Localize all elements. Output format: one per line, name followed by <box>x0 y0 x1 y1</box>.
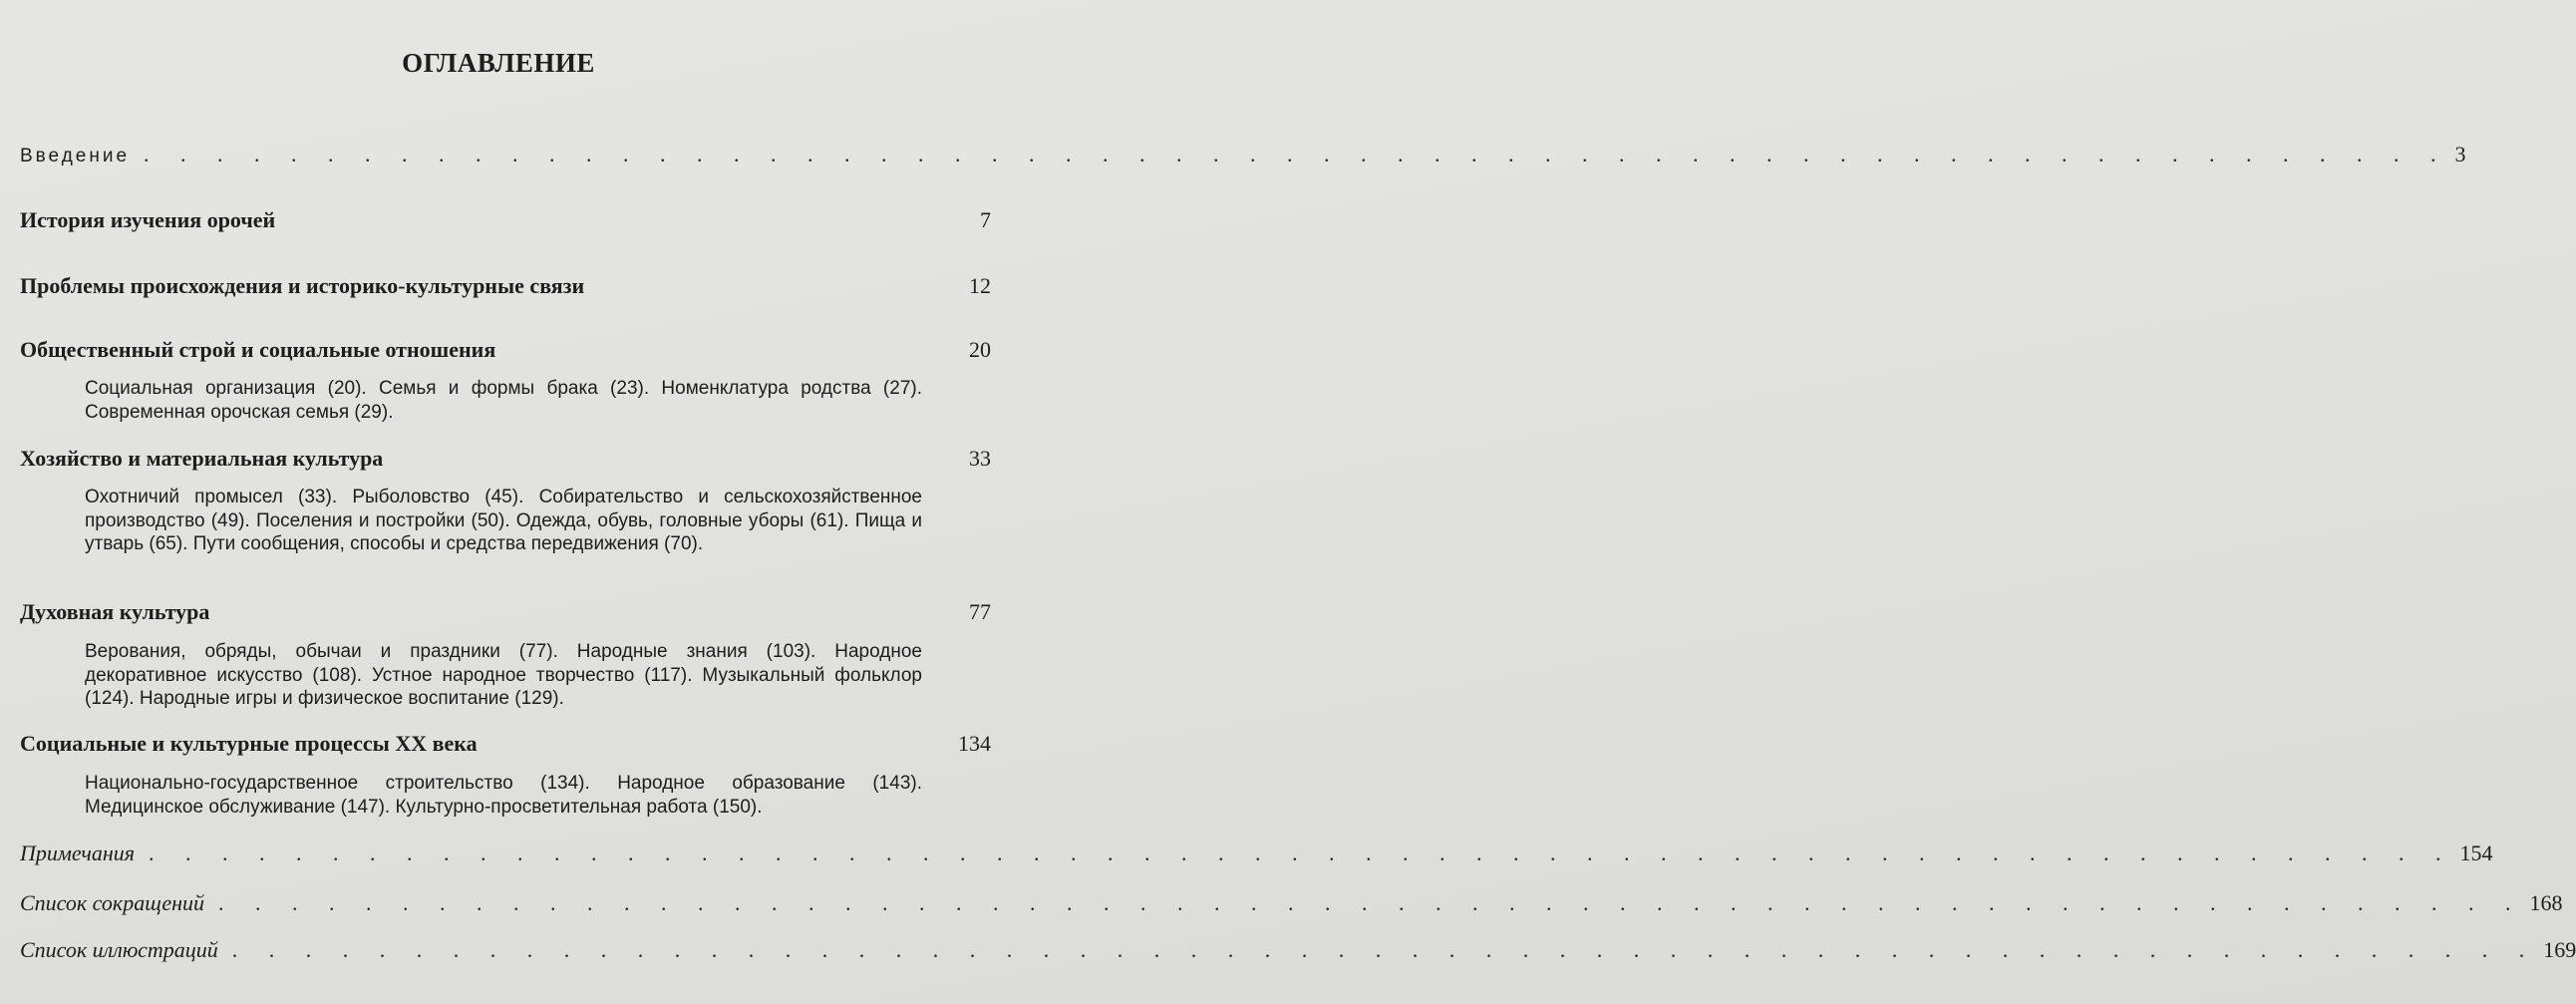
entry-label: Список сокращений <box>20 890 205 915</box>
page-number: 33 <box>969 446 991 471</box>
entry-label: История изучения орочей <box>20 207 276 232</box>
toc-entry-abbreviations[interactable] <box>20 890 2563 916</box>
page-number: 77 <box>969 599 991 624</box>
leader-dots: . . . . . . . . . . . . . . . . . . . . . . . . . . . . . . . . . . . . . . . . . . . . . . . . . . . . . . . . . . . . . . . <box>218 890 2524 915</box>
toc-subentries-spiritual-culture: Верования, обряды, обычаи и праздники (77). Народные знания (103). Народное декоративное искусство (108). Устное народное творчество (117). Музыкальный фольклор (124). Народные игры и физическое воспитание (129). <box>85 641 922 709</box>
page-number: 12 <box>969 273 991 298</box>
entry-label: Хозяйство и материальная культура <box>20 446 384 471</box>
page-number: 7 <box>980 207 991 232</box>
leader-dots: . . . . . . . . . . . . . . . . . . . . . . . . . . . . . . . . . . . . . . . . . . . . . . . . . . . . . . . . . . . . . . . <box>144 142 2449 167</box>
toc-entry-social-structure[interactable] <box>20 337 991 363</box>
toc-entry-economy[interactable] <box>20 446 991 472</box>
entry-label: Общественный строй и социальные отношения <box>20 337 496 362</box>
leader-dots: . . . . . . . . . . . . . . . . . . . . . . . . . . . . . . . . . . . . . . . . . . . . . . . . . . . . . . . . . . . . . . . <box>149 840 2454 865</box>
entry-label: Духовная культура <box>20 599 210 624</box>
toc-entry-history[interactable] <box>20 207 991 233</box>
page-number: 154 <box>2459 840 2493 865</box>
toc-entry-20th-century[interactable] <box>20 731 991 757</box>
entry-label: Проблемы происхождения и историко-культурные связи <box>20 273 585 298</box>
page-number: 134 <box>958 731 991 756</box>
toc-entry-introduction[interactable] <box>20 142 2466 167</box>
entry-label: Примечания <box>20 840 136 865</box>
toc-title: ОГЛАВЛЕНИЕ <box>402 48 595 78</box>
page-number: 168 <box>2529 890 2563 915</box>
toc-entry-origins[interactable] <box>20 273 991 299</box>
page-number: 3 <box>2454 142 2466 167</box>
toc-entry-illustrations[interactable] <box>20 937 2576 963</box>
entry-label: Введение <box>20 146 131 167</box>
toc-entry-spiritual-culture[interactable] <box>20 599 991 625</box>
entry-label: Список иллюстраций <box>20 937 218 962</box>
toc-subentries-social-structure: Социальная организация (20). Семья и формы брака (23). Номенклатура родства (27). Современная орочская семья (29). <box>85 378 922 423</box>
entry-label: Социальные и культурные процессы XX века <box>20 731 478 756</box>
toc-subentries-economy: Охотничий промысел (33). Рыболовство (45). Собирательство и сельскохозяйственное производство (49). Поселения и постройки (50). Одежда, обувь, головные уборы (61). Пища и утварь (65). Пути сообщения, способы и средства передвижения (70). <box>85 487 922 554</box>
page-number: 20 <box>969 337 991 362</box>
toc-entry-notes[interactable] <box>20 840 2493 866</box>
leader-dots: . . . . . . . . . . . . . . . . . . . . . . . . . . . . . . . . . . . . . . . . . . . . . . . . . . . . . . . . . . . . . . . <box>231 937 2538 962</box>
toc-subentries-20th-century: Национально-государственное строительство (134). Народное образование (143). Медицинское обслуживание (147). Культурно-просветительная работа (150). <box>85 773 922 818</box>
page-number: 169 <box>2543 937 2576 962</box>
